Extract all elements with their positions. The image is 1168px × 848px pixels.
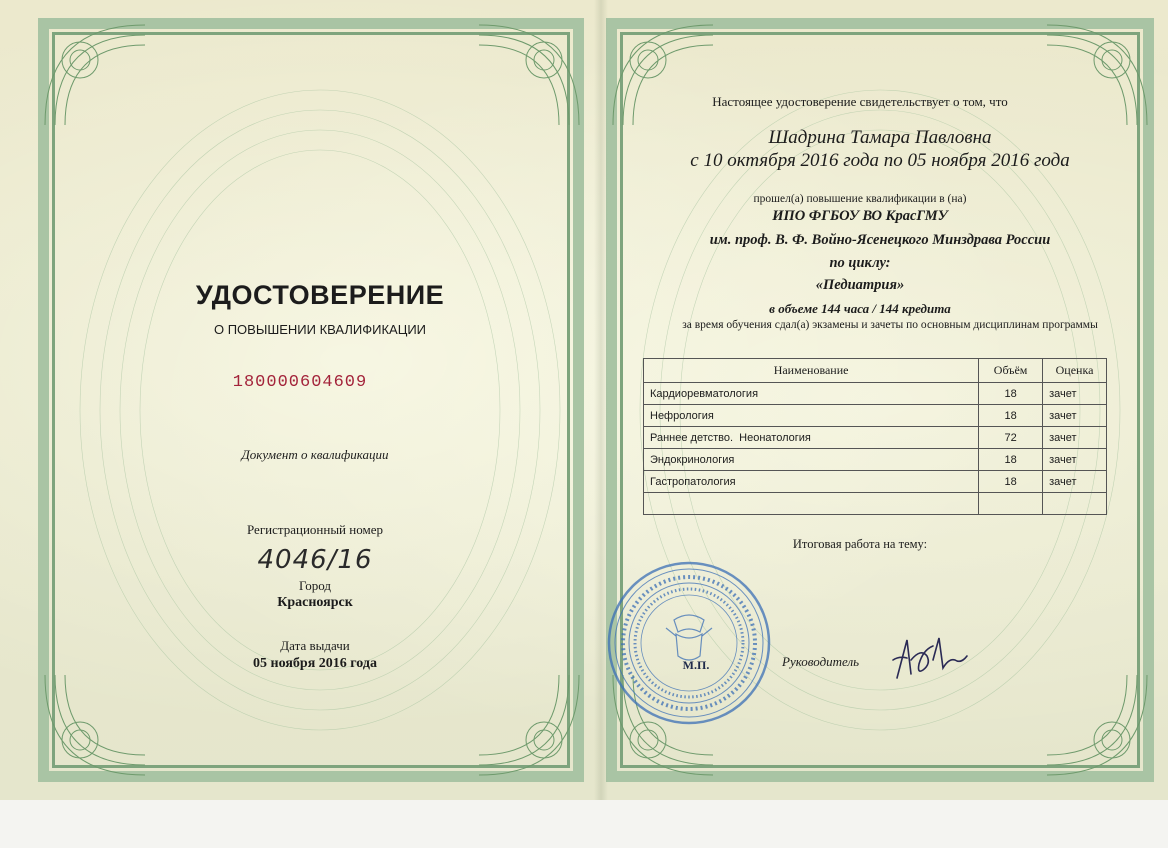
registration-label: Регистрационный номер	[247, 522, 383, 537]
table-header-row	[644, 359, 1107, 383]
column-header-volume: Объём	[979, 359, 1043, 383]
corner-ornament-icon	[474, 20, 584, 130]
table-row	[644, 427, 1107, 449]
document-type: Документ о квалификации	[241, 447, 389, 462]
grades-table	[643, 358, 1107, 515]
official-seal-icon	[604, 558, 774, 728]
discipline-grade: зачет	[1043, 405, 1107, 427]
certificate-subtitle: О ПОВЫШЕНИИ КВАЛИФИКАЦИИ	[213, 322, 427, 337]
holder-name: Шадрина Тамара Павловна	[768, 127, 992, 148]
discipline-grade: зачет	[1043, 427, 1107, 449]
city-label: Город	[298, 578, 332, 593]
discipline-volume: 72	[979, 427, 1043, 449]
exams-text: за время обучения сдал(а) экзамены и зачеты по основным дисциплинам программы	[682, 319, 1098, 331]
table-row	[644, 449, 1107, 471]
program-volume: в объеме 144 часа / 144 кредита	[769, 301, 951, 316]
table-row	[644, 405, 1107, 427]
registration-number: 4046/16	[257, 545, 373, 575]
head-label: Руководитель	[782, 654, 860, 669]
city-value: Красноярск	[277, 595, 353, 610]
discipline-volume: 18	[979, 471, 1043, 493]
training-period: с 10 октября 2016 года по 05 ноября 2016 года	[690, 150, 1070, 171]
issue-date: 05 ноября 2016 года	[253, 656, 377, 671]
corner-ornament-icon	[608, 20, 718, 130]
intro-text: Настоящее удостоверение свидетельствует о том, что	[712, 94, 1008, 109]
table-row	[644, 493, 1107, 515]
discipline-grade: зачет	[1043, 471, 1107, 493]
issue-date-label: Дата выдачи	[280, 638, 350, 653]
completed-text: прошел(а) повышение квалификации в (на)	[753, 193, 967, 205]
discipline-volume: 18	[979, 449, 1043, 471]
discipline-name: Гастропатология	[644, 471, 979, 493]
corner-ornament-icon	[40, 20, 150, 130]
corner-ornament-icon	[40, 670, 150, 780]
institution-line-2: им. проф. В. Ф. Войно-Ясенецкого Минздрава России	[709, 232, 1051, 248]
discipline-grade: зачет	[1043, 383, 1107, 405]
cycle-name: «Педиатрия»	[815, 277, 905, 293]
serial-number: 180000604609	[232, 373, 368, 392]
discipline-name	[644, 493, 979, 515]
discipline-name: Раннее детство. Неонатология	[644, 427, 979, 449]
discipline-grade	[1043, 493, 1107, 515]
corner-ornament-icon	[1042, 670, 1152, 780]
discipline-name: Кардиоревматология	[644, 383, 979, 405]
corner-ornament-icon	[1042, 20, 1152, 130]
discipline-name: Эндокринология	[644, 449, 979, 471]
seal-label: М.П.	[682, 658, 710, 672]
institution-line-1: ИПО ФГБОУ ВО КрасГМУ	[772, 208, 948, 224]
table-row	[644, 471, 1107, 493]
discipline-volume: 18	[979, 405, 1043, 427]
scan-margin	[0, 800, 1168, 848]
column-header-name: Наименование	[644, 359, 979, 383]
corner-ornament-icon	[474, 670, 584, 780]
column-header-grade: Оценка	[1043, 359, 1107, 383]
table-row	[644, 383, 1107, 405]
discipline-volume: 18	[979, 383, 1043, 405]
discipline-name: Нефрология	[644, 405, 979, 427]
signature-icon	[885, 620, 975, 690]
final-work-label: Итоговая работа на тему:	[792, 537, 928, 551]
cycle-label: по циклу:	[829, 255, 891, 271]
discipline-volume	[979, 493, 1043, 515]
discipline-grade: зачет	[1043, 449, 1107, 471]
certificate-title: УДОСТОВЕРЕНИЕ	[195, 280, 445, 310]
